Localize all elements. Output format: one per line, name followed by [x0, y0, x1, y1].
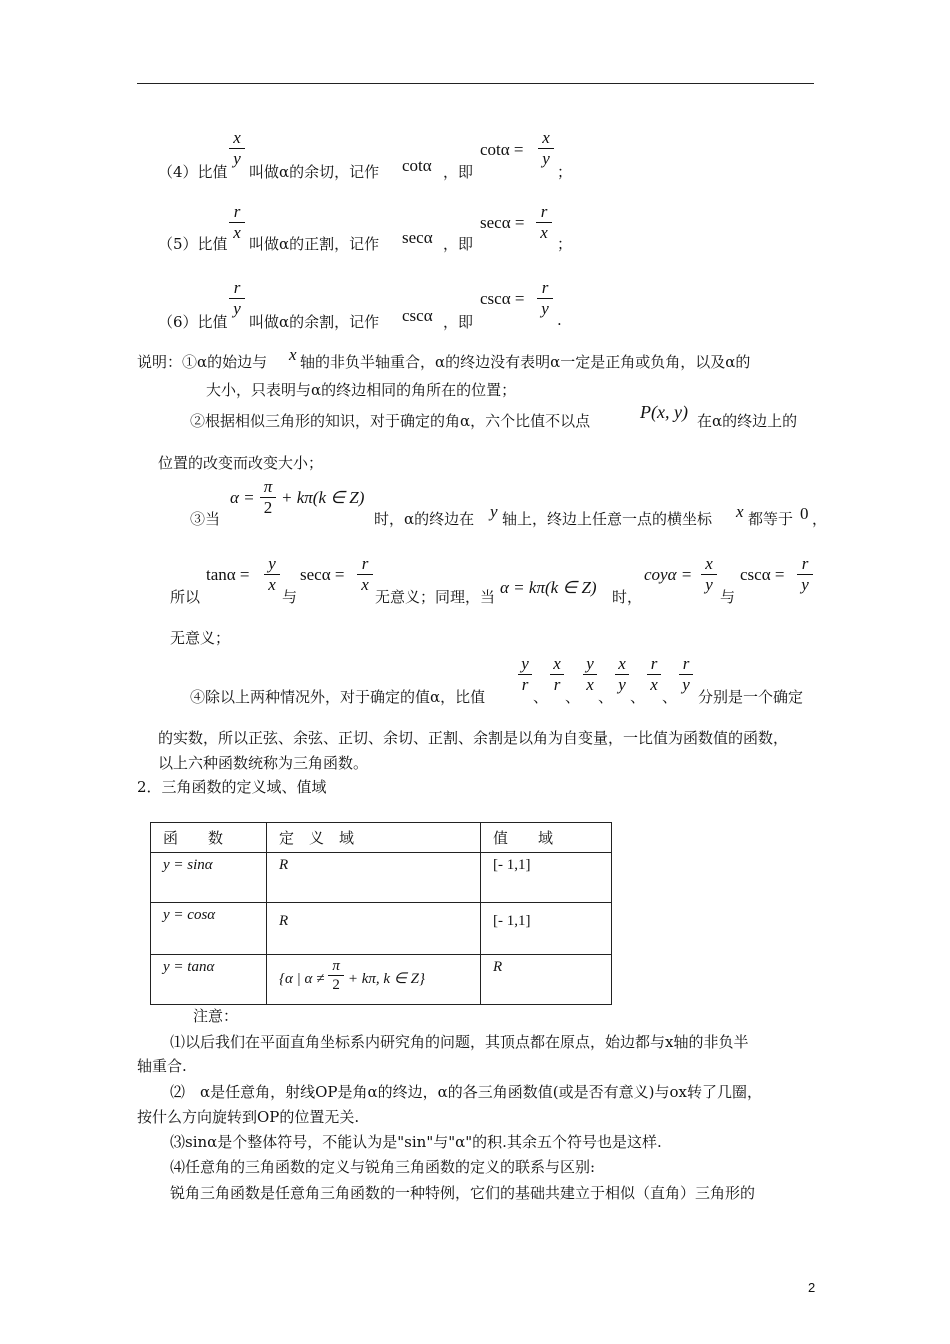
text: 与 — [282, 588, 298, 606]
coy-lhs: coyα = — [644, 565, 693, 584]
numerator: r — [361, 554, 369, 573]
text: （5）比值 — [158, 235, 228, 253]
function-cell: y = cosα — [151, 903, 267, 955]
numerator: x — [233, 128, 241, 147]
denominator: y — [233, 149, 241, 168]
fraction — [537, 279, 553, 318]
text: 与 — [720, 588, 736, 606]
fraction — [328, 957, 344, 994]
text: 轴上，终边上任意一点的横坐标 — [502, 510, 713, 528]
fraction — [701, 555, 717, 594]
note-item-3: ⑶sinα是个整体符号，不能认为是"sin"与"α"的积.其余五个符号也是这样. — [170, 1133, 662, 1151]
note-1-line-b: 大小，只表明与α的终边相同的角所在的位置； — [206, 381, 517, 399]
domain-cell: R — [267, 853, 481, 903]
note-1-line-a: 说明：①α的始边与 — [137, 353, 268, 371]
note-2-line-a: ②根据相似三角形的知识，对于确定的角α，六个比值不以点 — [190, 412, 591, 430]
function-cell: y = sinα — [151, 853, 267, 903]
denominator: y — [682, 675, 690, 694]
text: ； — [557, 163, 573, 181]
equation-lhs: cscα = — [480, 289, 525, 308]
text: . — [557, 311, 562, 329]
note-item-1b: 轴重合. — [137, 1057, 187, 1075]
separator: 、 — [565, 688, 581, 706]
denominator: y — [801, 575, 809, 594]
separator: 、 — [533, 688, 549, 706]
denominator: y — [541, 299, 549, 318]
text: 分别是一个确定 — [698, 688, 804, 706]
note-1-line-a-cont: 轴的非负半轴重合，α的终边没有表明α一定是正角或负角，以及α的 — [300, 353, 751, 371]
fraction — [229, 129, 245, 168]
equation-rhs: + kπ(k ∈ Z) — [281, 488, 365, 507]
ratio-fraction — [647, 655, 661, 694]
text: （4）比值 — [158, 163, 228, 181]
text: ，即 — [443, 235, 474, 253]
var-y: y — [490, 502, 498, 521]
numerator: r — [541, 278, 549, 297]
denominator: r — [521, 675, 529, 694]
text: ； — [557, 235, 573, 253]
note-item-5: 锐角三角函数是任意角三角函数的一种特例，它们的基础共建立于相似（直角）三角形的 — [170, 1184, 756, 1202]
csc-lhs: cscα = — [740, 565, 785, 584]
denominator: 2 — [332, 977, 340, 993]
note-item-4: ⑷任意角的三角函数的定义与锐角三角函数的定义的联系与区别: — [170, 1158, 596, 1176]
section-heading: 2．三角函数的定义域、值域 — [137, 778, 327, 796]
function-name: secα — [402, 228, 433, 247]
numerator: r — [540, 202, 548, 221]
note-4-prefix: ④除以上两种情况外，对于确定的值α，比值 — [190, 688, 486, 706]
note-4-line-b: 的实数，所以正弦、余弦、正切、余切、正割、余割是以角为自变量，一比值为函数值的函数， — [158, 729, 789, 747]
denominator: 2 — [263, 498, 273, 517]
ratio-fraction — [615, 655, 629, 694]
attention-title: 注意： — [193, 1007, 239, 1025]
note-2-line-a-cont: 在α的终边上的 — [697, 412, 798, 430]
denominator: y — [542, 149, 550, 168]
text: 都等于 — [748, 510, 794, 528]
fraction — [797, 555, 813, 594]
separator: 、 — [598, 688, 614, 706]
numerator: y — [268, 554, 276, 573]
separator: 、 — [630, 688, 646, 706]
text: 无意义；同理，当 — [375, 588, 496, 606]
text: 无意义； — [170, 629, 231, 647]
zero: 0 — [800, 504, 809, 523]
function-name: cscα — [402, 306, 433, 325]
tan-lhs: tanα = — [206, 565, 250, 584]
table-header-row — [151, 823, 612, 853]
function-name: cotα — [402, 156, 432, 175]
numerator: x — [553, 654, 561, 673]
ratio-fraction — [550, 655, 564, 694]
text: ，即 — [443, 313, 474, 331]
page-number: 2 — [808, 1280, 816, 1295]
numerator: r — [682, 654, 690, 673]
denominator: y — [705, 575, 713, 594]
equation-lhs: cotα = — [480, 140, 524, 159]
text: 叫做α的余割，记作 — [249, 313, 380, 331]
point-p: P(x, y) — [640, 402, 688, 422]
numerator: r — [650, 654, 658, 673]
fraction — [229, 279, 245, 318]
note-item-2a: ⑵ α是任意角，射线OP是角α的终边，α的各三角函数值(或是否有意义)与ox转了几圈， — [170, 1083, 762, 1101]
equation-lhs: α = — [230, 488, 255, 507]
text: 叫做α的余切，记作 — [249, 163, 380, 181]
numerator: r — [233, 202, 241, 221]
range-cell: [- 1,1] — [481, 903, 612, 955]
header-cell: 值 域 — [481, 823, 612, 853]
header-cell: 定 义 域 — [267, 823, 481, 853]
domain-set-open: {α | α ≠ — [279, 971, 325, 987]
fraction — [536, 203, 552, 242]
note-3-prefix: ③当 — [190, 510, 221, 528]
fraction — [357, 555, 373, 594]
text: 所以 — [170, 588, 201, 606]
numerator: x — [705, 554, 713, 573]
fraction — [229, 203, 245, 242]
fraction — [260, 478, 276, 517]
denominator: x — [233, 223, 241, 242]
denominator: y — [233, 299, 241, 318]
table-row — [151, 853, 612, 903]
text: 时，α的终边在 — [374, 510, 475, 528]
text: ， — [812, 510, 828, 528]
range-cell: [- 1,1] — [481, 853, 612, 903]
ratio-fraction — [583, 655, 597, 694]
text: （6）比值 — [158, 313, 228, 331]
equation-lhs: secα = — [480, 213, 525, 232]
table-row — [151, 903, 612, 955]
denominator: x — [586, 675, 594, 694]
numerator: x — [618, 654, 626, 673]
note-4-line-c: 以上六种函数统称为三角函数。 — [158, 754, 369, 772]
denominator: r — [553, 675, 561, 694]
header-rule — [137, 83, 814, 84]
text: 叫做α的正割，记作 — [249, 235, 380, 253]
numerator: y — [521, 654, 529, 673]
denominator: x — [540, 223, 548, 242]
note-2-line-b: 位置的改变而改变大小； — [158, 454, 324, 472]
condition: α = kπ(k ∈ Z) — [500, 578, 597, 597]
text: ，即 — [443, 163, 474, 181]
text: 时， — [612, 588, 643, 606]
ratio-fraction — [518, 655, 532, 694]
header-cell: 函 数 — [151, 823, 267, 853]
numerator: r — [233, 278, 241, 297]
domain-set-close: + kπ, k ∈ Z} — [347, 971, 425, 987]
domain-cell — [267, 955, 481, 1005]
ratio-fraction — [679, 655, 693, 694]
sec-lhs: secα = — [300, 565, 345, 584]
fraction — [538, 129, 554, 168]
numerator: π — [332, 958, 340, 974]
var-x: x — [289, 345, 297, 364]
note-item-1a: ⑴以后我们在平面直角坐标系内研究角的问题，其顶点都在原点，始边都与x轴的非负半 — [170, 1033, 749, 1051]
denominator: x — [268, 575, 276, 594]
numerator: r — [801, 554, 809, 573]
domain-range-table — [150, 822, 612, 1005]
denominator: x — [650, 675, 658, 694]
table-row — [151, 955, 612, 1005]
var-x: x — [736, 502, 744, 521]
note-item-2b: 按什么方向旋转到OP的位置无关. — [137, 1108, 360, 1126]
denominator: y — [618, 675, 626, 694]
fraction — [264, 555, 280, 594]
separator: 、 — [662, 688, 678, 706]
numerator: x — [542, 128, 550, 147]
numerator: π — [263, 477, 273, 496]
denominator: x — [361, 575, 369, 594]
domain-cell: R — [267, 903, 481, 955]
range-cell: R — [481, 955, 612, 1005]
numerator: y — [586, 654, 594, 673]
function-cell: y = tanα — [151, 955, 267, 1005]
